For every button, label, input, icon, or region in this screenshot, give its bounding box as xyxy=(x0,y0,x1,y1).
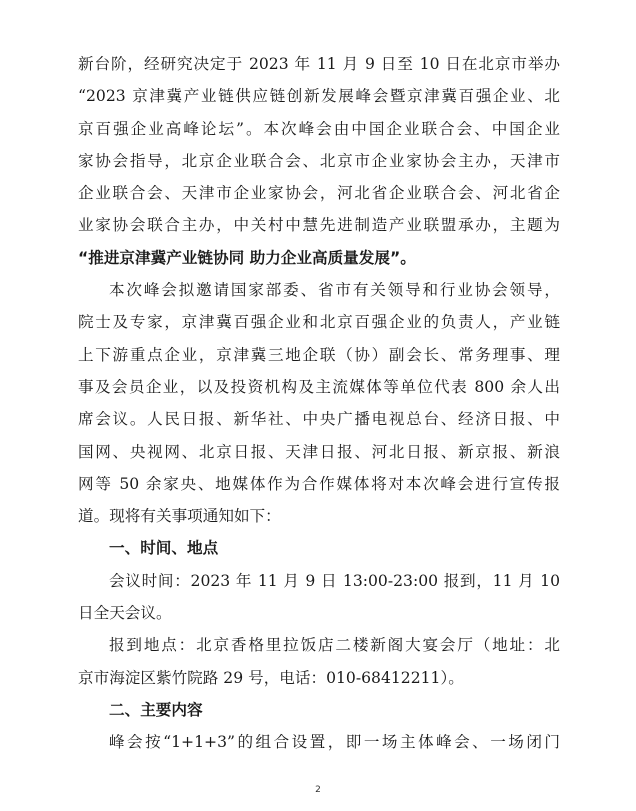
theme-statement: “推进京津冀产业链协同 助力企业高质量发展”。 xyxy=(78,248,416,267)
text-line: 企业联合会、天津市企业家协会，河北省企业联合会、河北省企 xyxy=(78,184,560,203)
text-line: 事及会员企业，以及投资机构及主流媒体等单位代表 800 余人出 xyxy=(78,377,560,396)
text-line: 峰会按“1+1+3”的组合设置，即一场主体峰会、一场闭门 xyxy=(109,733,560,752)
meeting-time-line: 日全天会议。 xyxy=(78,604,172,623)
section-heading-main-content: 二、主要内容 xyxy=(109,700,203,719)
text-line: 本次峰会拟邀请国家部委、省市有关领导和行业协会领导， xyxy=(109,281,560,300)
text-line: 席会议。人民日报、新华社、中央广播电视总台、经济日报、中 xyxy=(78,410,560,429)
text-line: “2023 京津冀产业链供应链创新发展峰会暨京津冀百强企业、北 xyxy=(78,87,560,106)
venue-line: 京市海淀区紫竹院路 29 号，电话：010-68412211）。 xyxy=(78,668,464,687)
text-line: 院士及专家，京津冀百强企业和北京百强企业的负责人，产业链 xyxy=(78,313,560,332)
text-line: 新台阶，经研究决定于 2023 年 11 月 9 日至 10 日在北京市举办 xyxy=(78,55,560,73)
text-line: 网等 50 余家央、地媒体作为合作媒体将对本次峰会进行宣传报 xyxy=(78,474,560,493)
text-line: 国网、央视网、北京日报、天津日报、河北日报、新京报、新浪 xyxy=(78,442,560,461)
document-body xyxy=(78,48,560,759)
venue-line: 报到地点：北京香格里拉饭店二楼新阁大宴会厅（地址：北 xyxy=(109,636,560,655)
meeting-time-line: 会议时间：2023 年 11 月 9 日 13:00-23:00 报到，11 月 10 xyxy=(109,571,560,590)
text-line: 业家协会联合主办，中关村中慧先进制造产业联盟承办，主题为 xyxy=(78,216,560,235)
text-line: 家协会指导，北京企业联合会、北京市企业家协会主办，天津市 xyxy=(78,151,560,170)
text-line: 道。现将有关事项通知如下： xyxy=(78,507,281,526)
section-heading-time-location: 一、时间、地点 xyxy=(109,539,219,558)
text-line: 上下游重点企业，京津冀三地企联（协）副会长、常务理事、理 xyxy=(78,345,560,364)
page-number: 2 xyxy=(315,785,321,795)
text-line: 京百强企业高峰论坛”。本次峰会由中国企业联合会、中国企业 xyxy=(78,119,560,138)
